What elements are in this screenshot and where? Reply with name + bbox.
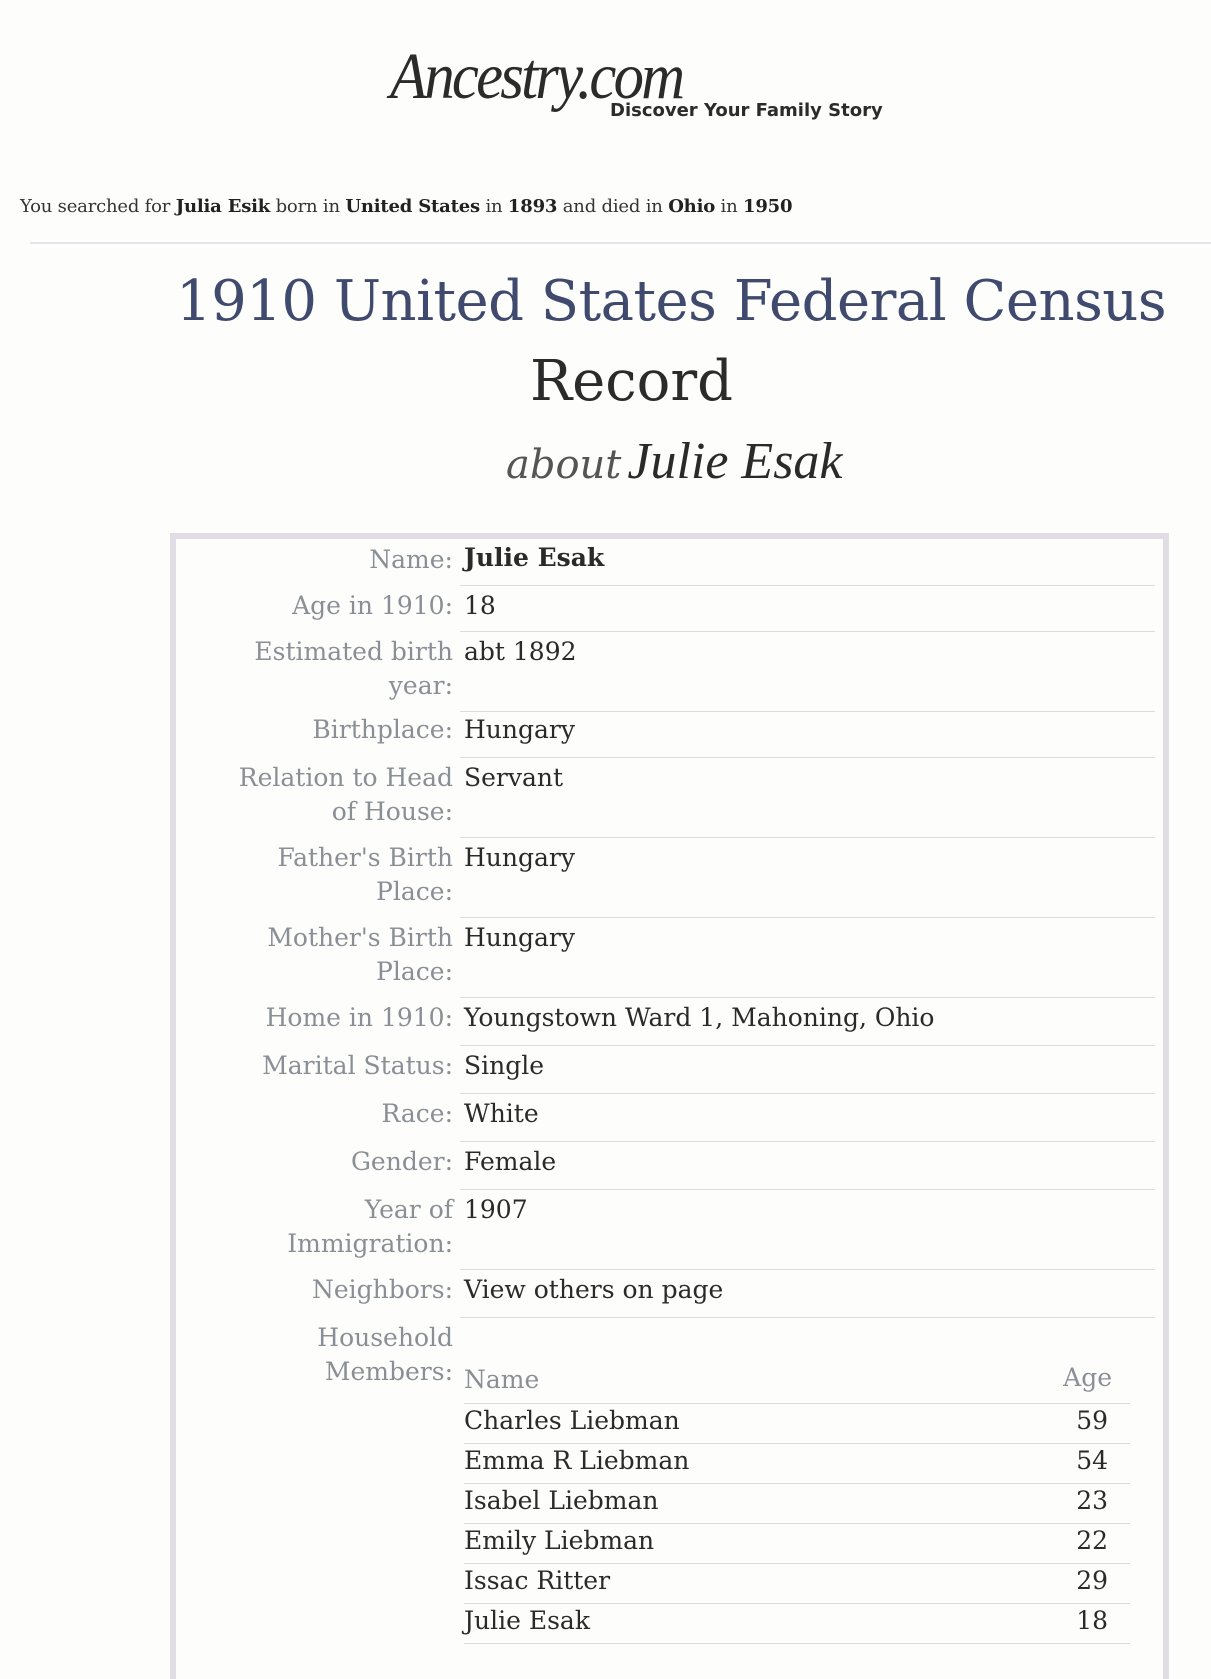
- member-age: 18: [1076, 1606, 1108, 1635]
- row-divider: [460, 1269, 1155, 1270]
- col-name-header: Name: [464, 1365, 540, 1394]
- record-value: 18: [464, 591, 496, 620]
- record-label: Age in 1910:: [292, 591, 453, 620]
- record-label: Mother's Birth Place:: [267, 923, 453, 986]
- member-name[interactable]: Emily Liebman: [464, 1526, 655, 1555]
- member-name[interactable]: Julie Esak: [464, 1606, 590, 1635]
- row-divider: [460, 631, 1155, 632]
- ancestry-logo[interactable]: [390, 40, 910, 134]
- record-label: Relation to Head of House:: [238, 763, 453, 826]
- search-name: Julia Esik: [175, 196, 271, 217]
- search-birth-year: 1893: [507, 196, 558, 217]
- record-label: Year of Immigration:: [287, 1195, 453, 1258]
- member-age: 59: [1076, 1406, 1108, 1435]
- row-divider: [460, 1045, 1155, 1046]
- record-value: Hungary: [464, 923, 575, 952]
- record-value: 1907: [464, 1195, 528, 1224]
- record-value: Hungary: [464, 715, 575, 744]
- record-value: abt 1892: [464, 637, 577, 666]
- record-label: Marital Status:: [262, 1051, 453, 1080]
- row-divider: [460, 1093, 1155, 1094]
- row-divider: [460, 1141, 1155, 1142]
- record-label: Name:: [369, 545, 453, 574]
- record-subject: [506, 432, 843, 491]
- record-value: Single: [464, 1051, 545, 1080]
- record-value: Youngstown Ward 1, Mahoning, Ohio: [464, 1003, 935, 1032]
- logo-tagline: Discover Your Family Story: [610, 100, 883, 121]
- page-title-line2: Record: [530, 349, 733, 414]
- row-divider: [460, 757, 1155, 758]
- subject-name: Julie Esak: [627, 433, 843, 490]
- search-died-text: and died in: [562, 196, 663, 217]
- record-value: Servant: [464, 763, 564, 792]
- search-summary: [20, 196, 792, 217]
- record-value: Hungary: [464, 843, 575, 872]
- search-death-year: 1950: [743, 196, 793, 217]
- row-divider: [460, 711, 1155, 712]
- row-divider: [460, 1189, 1155, 1190]
- member-age: 54: [1076, 1446, 1108, 1475]
- record-label: Birthplace:: [312, 715, 453, 744]
- search-in-2: in: [720, 196, 738, 217]
- member-name[interactable]: Issac Ritter: [464, 1566, 611, 1595]
- household-table-end: [464, 1643, 1130, 1644]
- member-name[interactable]: Isabel Liebman: [464, 1486, 659, 1515]
- member-age: 23: [1076, 1486, 1108, 1515]
- household-row[interactable]: [464, 1403, 1130, 1443]
- search-born-text: born in: [275, 196, 340, 217]
- record-label: Estimated birth year:: [254, 637, 453, 700]
- row-divider: [460, 585, 1155, 586]
- member-name[interactable]: Charles Liebman: [464, 1406, 680, 1435]
- row-divider: [460, 837, 1155, 838]
- row-divider: [460, 997, 1155, 998]
- about-label: about: [506, 442, 622, 488]
- record-label: Household Members:: [317, 1323, 453, 1386]
- member-age: 22: [1076, 1526, 1108, 1555]
- search-death-place: Ohio: [668, 196, 716, 217]
- record-label: Gender:: [350, 1147, 453, 1176]
- logo-wordmark: Ancestry.com: [390, 40, 683, 113]
- household-row[interactable]: [464, 1603, 1130, 1643]
- row-divider: [460, 1317, 1155, 1318]
- member-age: 29: [1076, 1566, 1108, 1595]
- household-row[interactable]: [464, 1523, 1130, 1563]
- record-label: Neighbors:: [311, 1275, 453, 1304]
- household-row[interactable]: [464, 1563, 1130, 1603]
- household-row[interactable]: [464, 1443, 1130, 1483]
- record-value: White: [464, 1099, 539, 1128]
- search-birth-place: United States: [345, 196, 480, 217]
- page-title: 1910 United States Federal Census: [176, 269, 1167, 334]
- record-label: Home in 1910:: [265, 1003, 453, 1032]
- search-prefix: You searched for: [20, 196, 171, 217]
- household-header: [464, 1359, 1130, 1403]
- record-label: Father's Birth Place:: [277, 843, 453, 906]
- household-row[interactable]: [464, 1483, 1130, 1523]
- record-label: Race:: [381, 1099, 453, 1128]
- record-value: Julie Esak: [464, 543, 605, 572]
- row-divider: [460, 917, 1155, 918]
- header-divider: [30, 242, 1211, 244]
- record-value: Female: [464, 1147, 557, 1176]
- view-neighbors-link[interactable]: View others on page: [464, 1275, 724, 1304]
- search-in-1: in: [485, 196, 503, 217]
- member-name[interactable]: Emma R Liebman: [464, 1446, 690, 1475]
- record-panel: [170, 533, 1169, 1679]
- col-age-header: Age: [1063, 1363, 1112, 1392]
